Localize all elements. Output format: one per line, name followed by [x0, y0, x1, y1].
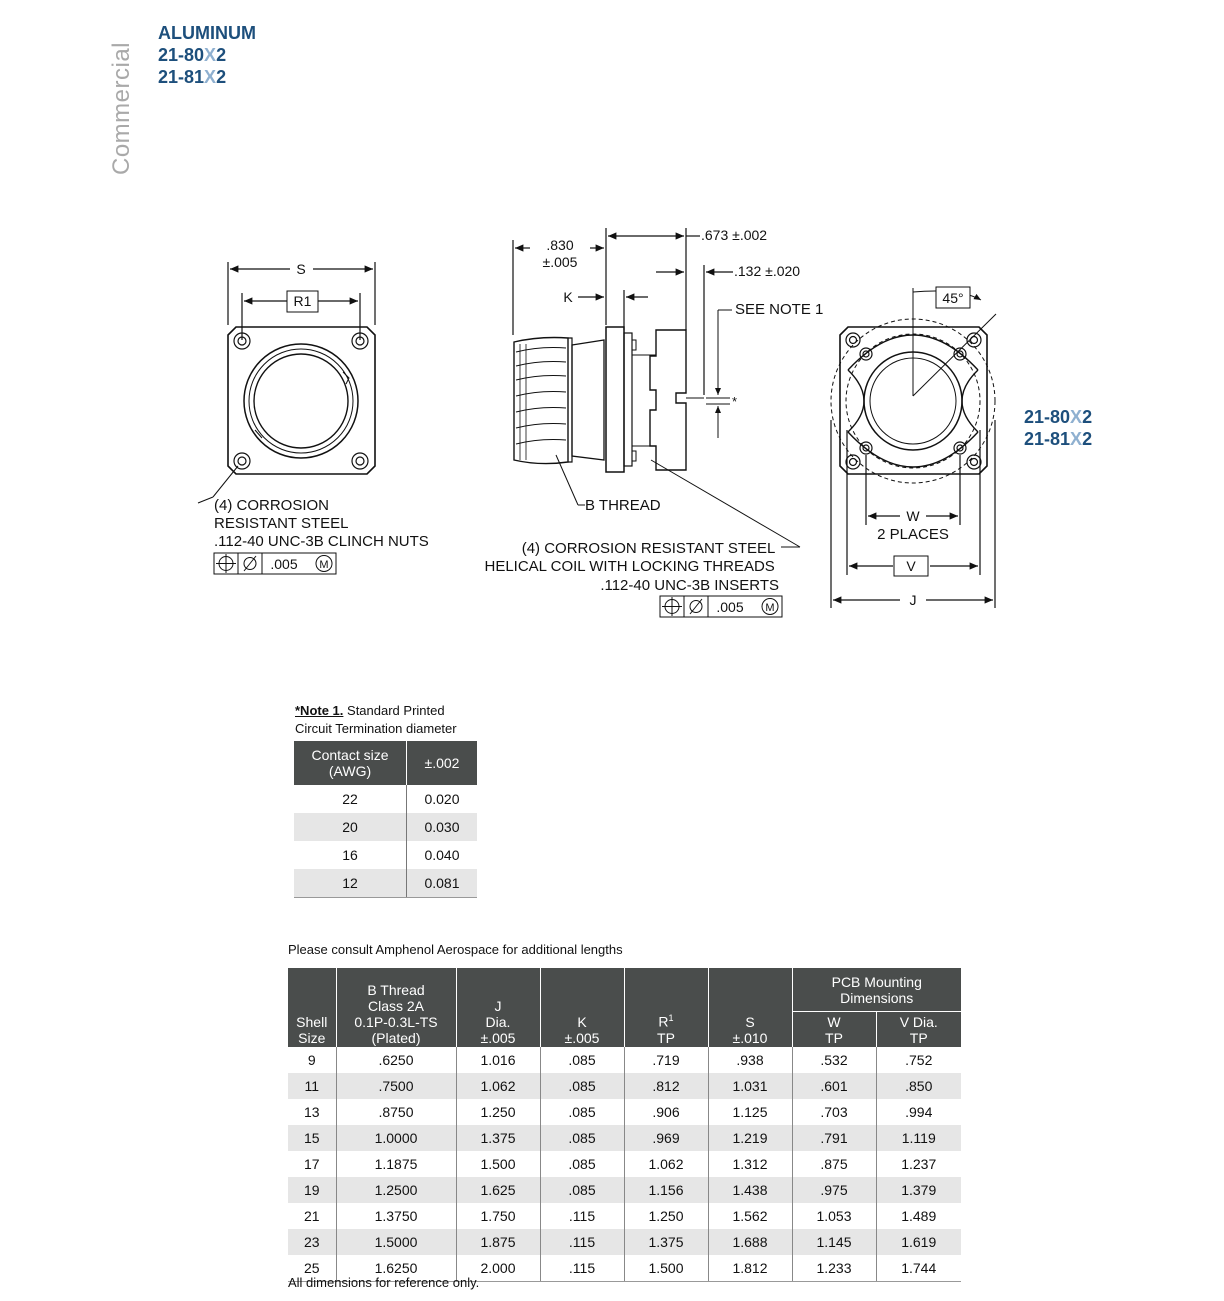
part-number-1: 21-80X2	[1024, 407, 1093, 427]
clinch-nut	[967, 455, 981, 469]
table-row: 16 0.040	[294, 841, 477, 869]
see-note-label: SEE NOTE 1	[735, 301, 824, 318]
dim-w-label: W	[906, 508, 920, 524]
table-cell: 17	[288, 1151, 336, 1177]
table-cell: 1.062	[624, 1151, 708, 1177]
table-cell: .532	[792, 1047, 876, 1073]
dim-k-label: K	[563, 289, 573, 305]
table-cell: .812	[624, 1073, 708, 1099]
table-cell: 1.688	[708, 1229, 792, 1255]
table-cell: 2.000	[456, 1255, 540, 1282]
rear-view	[831, 287, 996, 608]
w-places-label: 2 PLACES	[877, 526, 949, 543]
svg-text:M: M	[765, 602, 775, 614]
table-cell: 19	[288, 1177, 336, 1203]
dim-s-label: S	[296, 261, 306, 277]
dim-830-label: .830	[546, 237, 574, 253]
part-number-2: 21-81X2	[1024, 429, 1093, 449]
table-cell: 1.156	[624, 1177, 708, 1203]
footnote: All dimensions for reference only.	[288, 1275, 480, 1290]
table-cell: .115	[540, 1203, 624, 1229]
table-cell: 1.219	[708, 1125, 792, 1151]
part-number-1: 21-80X2	[158, 45, 227, 65]
clinch-nut	[352, 453, 368, 469]
table-cell: 25	[288, 1255, 336, 1282]
table-cell: 1.750	[456, 1203, 540, 1229]
side-category-label: Commercial	[108, 41, 135, 175]
table-cell: .085	[540, 1125, 624, 1151]
clinch-nut	[846, 455, 860, 469]
table-row: 22 0.020	[294, 785, 477, 813]
table-cell: 1.3750	[336, 1203, 456, 1229]
table-cell: 11	[288, 1073, 336, 1099]
table-cell: .703	[792, 1099, 876, 1125]
table-cell: .085	[540, 1151, 624, 1177]
table-cell: .906	[624, 1099, 708, 1125]
contact-size-table	[294, 741, 477, 898]
table-row	[288, 1177, 961, 1203]
table-cell: 1.619	[876, 1229, 961, 1255]
note-1: *Note 1. Standard Printed Circuit Termination diameter	[295, 703, 457, 736]
header-pcb-mounting: PCB Mounting Dimensions	[792, 968, 961, 1012]
b-thread-label: B THREAD	[585, 497, 661, 514]
table-cell: 1.016	[456, 1047, 540, 1073]
table-cell: 1.5000	[336, 1229, 456, 1255]
table-cell: 1.438	[708, 1177, 792, 1203]
table-cell: .085	[540, 1099, 624, 1125]
header-k: K ±.005	[540, 968, 624, 1047]
table-cell: .8750	[336, 1099, 456, 1125]
table-row	[288, 1047, 961, 1073]
position-tolerance-frame	[214, 553, 336, 574]
table-cell: .875	[792, 1151, 876, 1177]
front-view	[198, 261, 429, 574]
table-row	[288, 1203, 961, 1229]
table-cell: 1.053	[792, 1203, 876, 1229]
table-cell: 23	[288, 1229, 336, 1255]
table-cell: .938	[708, 1047, 792, 1073]
table-cell: .601	[792, 1073, 876, 1099]
material-title: ALUMINUM	[158, 23, 256, 43]
header-j: J Dia. ±.005	[456, 968, 540, 1047]
helical-coil-callout: (4) CORROSION RESISTANT STEEL HELICAL COIL WITH LOCKING THREADS .112-40 UNC-3B INSERTS	[484, 540, 779, 594]
table-cell: 1.375	[456, 1125, 540, 1151]
table-row: 20 0.030	[294, 813, 477, 841]
table-cell: 1.062	[456, 1073, 540, 1099]
table-cell: 1.500	[624, 1255, 708, 1282]
table-row	[288, 1073, 961, 1099]
table-cell: .115	[540, 1255, 624, 1282]
table-cell: .850	[876, 1073, 961, 1099]
table-row: 12 0.081	[294, 869, 477, 898]
table-cell: .085	[540, 1047, 624, 1073]
table-cell: .975	[792, 1177, 876, 1203]
svg-text:M: M	[319, 559, 329, 571]
table-cell: .719	[624, 1047, 708, 1073]
table-row	[288, 1125, 961, 1151]
consult-note: Please consult Amphenol Aerospace for additional lengths	[288, 942, 623, 957]
column-header: Contact size (AWG)	[294, 741, 407, 785]
table-cell: .7500	[336, 1073, 456, 1099]
table-cell: 1.379	[876, 1177, 961, 1203]
table-cell: .6250	[336, 1047, 456, 1073]
header-w: W TP	[792, 1012, 876, 1048]
column-header: ±.002	[407, 741, 478, 785]
table-row	[288, 1229, 961, 1255]
table-cell: 21	[288, 1203, 336, 1229]
table-cell: .994	[905, 1104, 933, 1120]
table-cell: .085	[540, 1073, 624, 1099]
side-view	[484, 227, 823, 617]
header-r: $R^1$ TP	[624, 968, 708, 1047]
table-cell: 1.562	[708, 1203, 792, 1229]
table-cell: 1.625	[456, 1177, 540, 1203]
part-number-2: 21-81X2	[158, 67, 227, 87]
table-cell: 1.744	[876, 1255, 961, 1282]
table-cell: 1.145	[792, 1229, 876, 1255]
table-cell: 1.0000	[336, 1125, 456, 1151]
table-cell: 1.1875	[336, 1151, 456, 1177]
header-v: V Dia. TP	[876, 1012, 961, 1048]
table-cell: 9	[288, 1047, 336, 1073]
table-row	[288, 1099, 961, 1125]
table-cell: 1.375	[624, 1229, 708, 1255]
table-cell: 15	[288, 1125, 336, 1151]
dim-673-label: .673 ±.002	[701, 227, 768, 243]
table-cell: .752	[905, 1052, 933, 1068]
table-cell: 1.125	[708, 1099, 792, 1125]
tolerance-value: .005	[716, 599, 744, 615]
table-cell: 1.489	[901, 1208, 937, 1224]
table-cell: 13	[288, 1099, 336, 1125]
position-tolerance-frame	[660, 596, 782, 617]
table-cell: 1.812	[708, 1255, 792, 1282]
clinch-nut	[234, 453, 250, 469]
table-cell: .791	[792, 1125, 876, 1151]
dim-j-label: J	[909, 592, 917, 608]
table-cell: .085	[540, 1177, 624, 1203]
header-shell-size: Shell Size	[288, 968, 336, 1047]
dim-r1-label: R1	[293, 293, 312, 309]
table-cell: 1.6250	[336, 1255, 456, 1282]
table-cell: 1.237	[901, 1156, 937, 1172]
header-s: S ±.010	[708, 968, 792, 1047]
table-cell: 1.875	[456, 1229, 540, 1255]
asterisk-mark: *	[732, 394, 738, 409]
table-cell: .115	[540, 1229, 624, 1255]
table-cell: 1.500	[456, 1151, 540, 1177]
table-cell: .969	[624, 1125, 708, 1151]
table-cell: 1.119	[876, 1125, 961, 1151]
table-cell: 1.250	[456, 1099, 540, 1125]
dimensions-table	[288, 968, 961, 1282]
table-row	[288, 1151, 961, 1177]
angle-label: 45°	[942, 290, 964, 306]
clinch-nut-callout: (4) CORROSION RESISTANT STEEL .112-40 UNC-3B CLINCH NUTS	[214, 497, 429, 550]
table-cell: 1.312	[708, 1151, 792, 1177]
table-cell: 1.2500	[336, 1177, 456, 1203]
technical-drawing	[0, 0, 1224, 640]
header-b-thread: B Thread Class 2A 0.1P-0.3L-TS (Plated)	[336, 968, 456, 1047]
table-cell: 1.250	[624, 1203, 708, 1229]
table-cell: 1.031	[708, 1073, 792, 1099]
dim-830-tolerance: ±.005	[542, 254, 578, 270]
tolerance-value: .005	[270, 556, 298, 572]
dim-132-label: .132 ±.020	[734, 263, 801, 279]
dim-v-label: V	[906, 558, 916, 574]
table-cell: 1.233	[792, 1255, 876, 1282]
